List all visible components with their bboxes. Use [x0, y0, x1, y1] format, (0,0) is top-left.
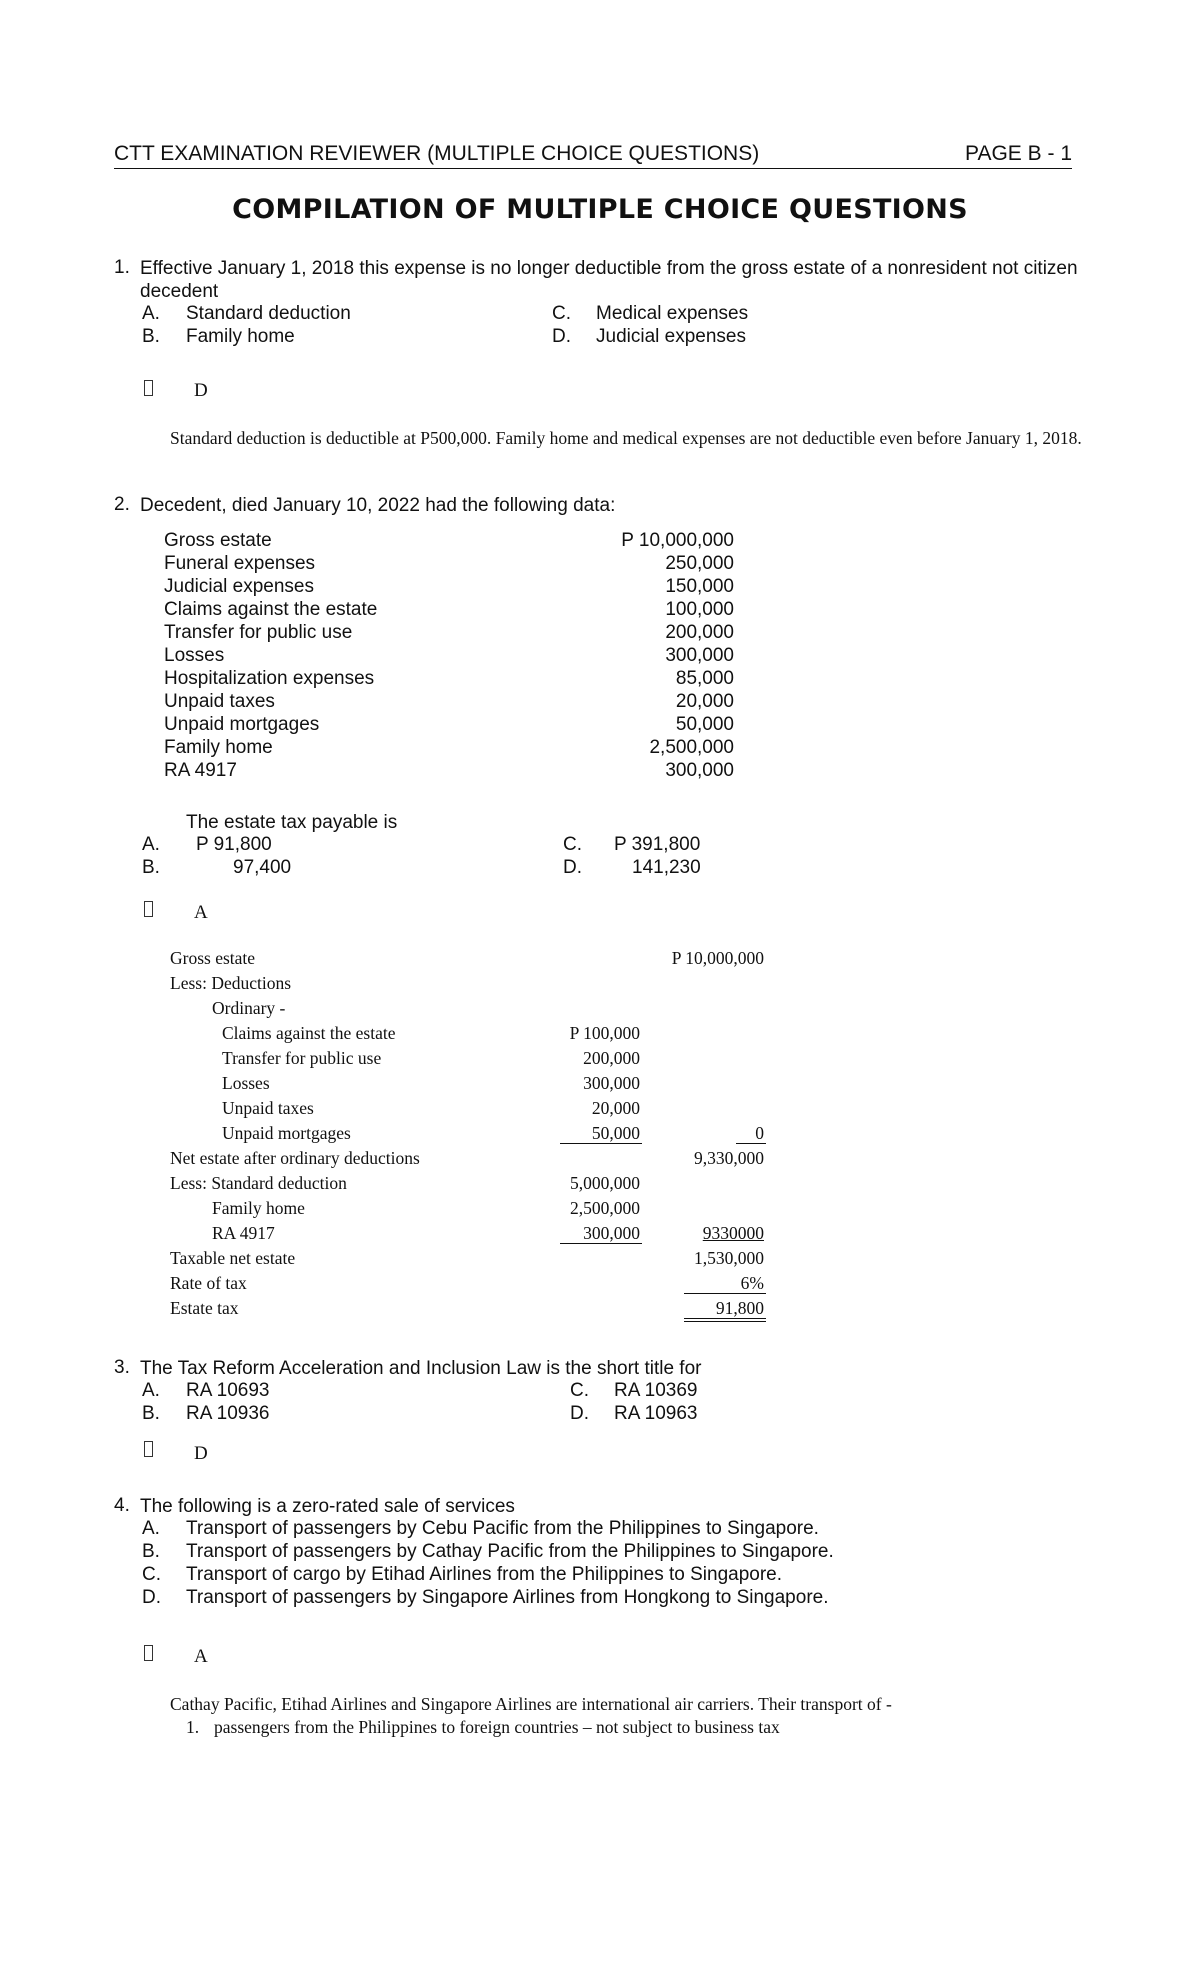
- option-text: RA 10369: [614, 1380, 698, 1401]
- answer-letter: D: [194, 380, 208, 401]
- solution-label: Ordinary -: [212, 998, 286, 1018]
- solution-label: Family home: [212, 1198, 305, 1218]
- data-label: Gross estate: [164, 530, 272, 551]
- solution-label: Less: Deductions: [170, 973, 292, 993]
- option-text: Judicial expenses: [596, 326, 746, 347]
- solution-total: 9330000: [702, 1223, 764, 1243]
- data-label: Claims against the estate: [164, 599, 378, 620]
- solution-amount: 20,000: [591, 1098, 640, 1118]
- question-number: 1.: [114, 257, 130, 278]
- answer-explanation: Cathay Pacific, Etihad Airlines and Singapore Airlines are international air carriers. Their transport of -: [170, 1694, 892, 1714]
- solution-label: RA 4917: [212, 1223, 275, 1243]
- solution-total: P 10,000,000: [671, 948, 764, 968]
- solution-label: Less: Standard deduction: [170, 1173, 347, 1193]
- answer-letter: A: [194, 1646, 208, 1667]
- page-title: COMPILATION OF MULTIPLE CHOICE QUESTIONS: [232, 194, 968, 225]
- option-text: Standard deduction: [186, 303, 351, 324]
- answer-letter: A: [194, 902, 208, 923]
- data-label: Losses: [164, 645, 225, 666]
- option-text: Transport of cargo by Etihad Airlines from the Philippines to Singapore.: [186, 1564, 783, 1585]
- solution-total: 91,800: [715, 1298, 764, 1318]
- option-text: Medical expenses: [596, 303, 749, 324]
- data-label: Unpaid mortgages: [164, 714, 320, 735]
- data-label: Transfer for public use: [164, 622, 353, 643]
- solution-total: 6%: [740, 1273, 764, 1293]
- question-text: The Tax Reform Acceleration and Inclusion Law is the short title for: [140, 1358, 702, 1379]
- data-label: Judicial expenses: [164, 576, 314, 597]
- solution-total: 9,330,000: [694, 1148, 764, 1168]
- underline-rule: [560, 1143, 642, 1144]
- list-item: passengers from the Philippines to foreign countries – not subject to business tax: [214, 1717, 780, 1737]
- data-label: Unpaid taxes: [164, 691, 275, 712]
- underline-rule: [684, 1293, 766, 1294]
- option-text: P 91,800: [196, 834, 272, 855]
- option-letter: C.: [142, 1564, 161, 1585]
- data-value: 20,000: [675, 691, 734, 712]
- solution-label: Unpaid mortgages: [222, 1123, 351, 1143]
- data-value: 100,000: [665, 599, 734, 620]
- option-letter: A.: [142, 1380, 160, 1401]
- solution-label: Estate tax: [170, 1298, 239, 1318]
- option-letter: D.: [563, 857, 582, 878]
- answer-bullet-icon: [144, 1645, 153, 1661]
- data-value: 300,000: [665, 760, 734, 781]
- option-text: P 391,800: [614, 834, 701, 855]
- solution-amount: 5,000,000: [570, 1173, 640, 1193]
- option-text: Transport of passengers by Cathay Pacific from the Philippines to Singapore.: [186, 1541, 834, 1562]
- option-text: Transport of passengers by Cebu Pacific from the Philippines to Singapore.: [186, 1518, 819, 1539]
- option-letter: B.: [142, 326, 160, 347]
- underline-rule: [560, 1243, 642, 1244]
- option-letter: B.: [142, 1541, 160, 1562]
- question-text: The following is a zero-rated sale of services: [140, 1496, 515, 1517]
- double-underline-rule: [684, 1321, 766, 1322]
- option-letter: B.: [142, 857, 160, 878]
- option-letter: C.: [563, 834, 582, 855]
- option-text: RA 10693: [186, 1380, 270, 1401]
- solution-label: Rate of tax: [170, 1273, 247, 1293]
- answer-explanation: Standard deduction is deductible at P500,000. Family home and medical expenses are not deductible even before January 1, 2018.: [170, 428, 1082, 448]
- solution-amount: 2,500,000: [570, 1198, 640, 1218]
- option-text: Transport of passengers by Singapore Airlines from Hongkong to Singapore.: [186, 1587, 829, 1608]
- solution-amount: P 100,000: [569, 1023, 640, 1043]
- question-text: Effective January 1, 2018 this expense is no longer deductible from the gross estate of a nonresident not citizen decedent: [140, 258, 1078, 302]
- double-underline-rule: [684, 1318, 766, 1319]
- option-letter: C.: [570, 1380, 589, 1401]
- data-label: Funeral expenses: [164, 553, 316, 574]
- list-number: 1.: [186, 1717, 200, 1737]
- data-value: 150,000: [665, 576, 734, 597]
- data-label: Family home: [164, 737, 273, 758]
- solution-label: Claims against the estate: [222, 1023, 396, 1043]
- option-letter: D.: [552, 326, 571, 347]
- data-label: RA 4917: [164, 760, 237, 781]
- option-letter: A.: [142, 1518, 160, 1539]
- data-label: Hospitalization expenses: [164, 668, 375, 689]
- solution-amount: 50,000: [591, 1123, 640, 1143]
- data-value: 85,000: [675, 668, 734, 689]
- data-value: 300,000: [665, 645, 734, 666]
- data-value: 250,000: [665, 553, 734, 574]
- solution-label: Unpaid taxes: [222, 1098, 314, 1118]
- answer-bullet-icon: [144, 901, 153, 917]
- solution-total: 1,530,000: [694, 1248, 764, 1268]
- option-letter: D.: [142, 1587, 161, 1608]
- option-text: 97,400: [233, 857, 292, 878]
- question-number: 2.: [114, 494, 130, 515]
- solution-label: Transfer for public use: [222, 1048, 382, 1068]
- data-value: 200,000: [665, 622, 734, 643]
- underline-rule: [736, 1143, 766, 1144]
- option-text: RA 10963: [614, 1403, 698, 1424]
- option-text: 141,230: [632, 857, 701, 878]
- option-letter: A.: [142, 303, 160, 324]
- page-number: PAGE B - 1: [965, 142, 1072, 165]
- solution-total: 0: [755, 1123, 764, 1143]
- solution-label: Losses: [222, 1073, 270, 1093]
- option-text: RA 10936: [186, 1403, 270, 1424]
- option-letter: C.: [552, 303, 571, 324]
- option-text: Family home: [186, 326, 295, 347]
- question-prompt: The estate tax payable is: [186, 812, 398, 833]
- solution-label: Net estate after ordinary deductions: [170, 1148, 420, 1168]
- data-value: P 10,000,000: [621, 530, 734, 551]
- solution-amount: 300,000: [583, 1223, 640, 1243]
- option-letter: D.: [570, 1403, 589, 1424]
- question-number: 3.: [114, 1357, 130, 1378]
- solution-amount: 300,000: [583, 1073, 640, 1093]
- option-letter: B.: [142, 1403, 160, 1424]
- answer-bullet-icon: [144, 1441, 153, 1457]
- solution-label: Taxable net estate: [170, 1248, 296, 1268]
- answer-letter: D: [194, 1443, 208, 1464]
- header-title: CTT EXAMINATION REVIEWER (MULTIPLE CHOICE QUESTIONS): [114, 142, 760, 165]
- option-letter: A.: [142, 834, 160, 855]
- solution-label: Gross estate: [170, 948, 256, 968]
- data-value: 50,000: [675, 714, 734, 735]
- data-value: 2,500,000: [649, 737, 734, 758]
- question-number: 4.: [114, 1495, 130, 1516]
- running-header: [114, 142, 1072, 169]
- answer-bullet-icon: [144, 380, 153, 396]
- solution-amount: 200,000: [583, 1048, 640, 1068]
- question-text: Decedent, died January 10, 2022 had the following data:: [140, 495, 616, 516]
